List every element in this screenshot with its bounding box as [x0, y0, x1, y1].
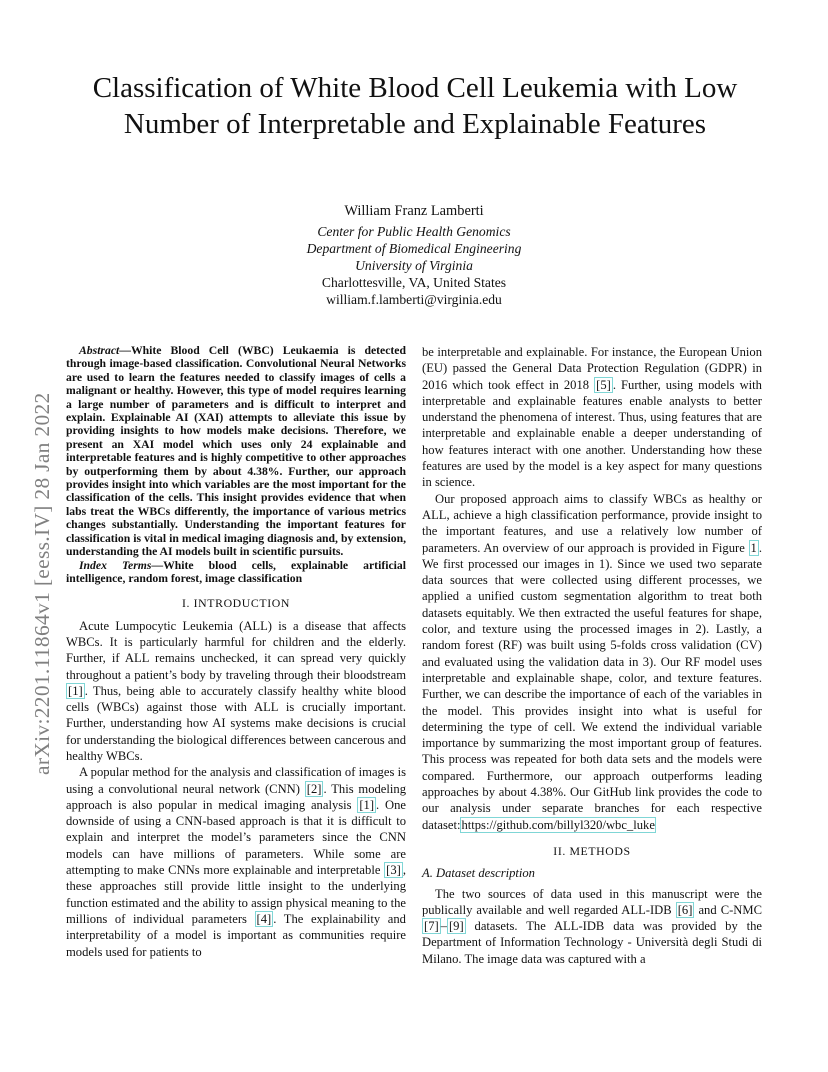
intro-paragraph-4 — [422, 491, 762, 833]
text-run: Our proposed approach aims to classify WBCs as healthy or ALL, achieve a high classification performance, provide insight to the important features, and use a relatively low number of parameters. An overview of our approach is provided in Figure — [422, 491, 762, 555]
intro-paragraph-1 — [66, 618, 406, 765]
intro-heading: I. INTRODUCTION — [182, 596, 290, 611]
text-run: . The explainability and interpretability of a model is important as communities require models used for patients to — [66, 911, 406, 959]
text-run: datasets. The ALL-IDB data was provided by the Department of Information Technology - Università degli Studi di Milano. The image data was captured with a — [422, 919, 762, 966]
affiliation-university: University of Virginia — [355, 258, 473, 273]
citation-link[interactable]: [6] — [677, 902, 693, 917]
author-email: william.f.lamberti@virginia.edu — [326, 292, 502, 307]
left-column — [66, 344, 406, 960]
intro-paragraph-2 — [66, 764, 406, 960]
index-terms — [66, 559, 406, 586]
text-run: – — [440, 919, 447, 934]
right-column — [422, 344, 762, 967]
citation-link[interactable]: [1] — [68, 683, 83, 698]
paper-title: Classification of White Blood Cell Leukemia with Low Number of Interpretable and Explainable Features — [92, 72, 738, 140]
citation-link[interactable]: [4] — [256, 911, 272, 926]
author-location: Charlottesville, VA, United States — [321, 275, 507, 290]
text-run: A popular method for the analysis and classification of images is using a convolutional neural network (CNN) — [66, 765, 406, 796]
text-run: . One downside of using a CNN-based approach is that it is difficult to explain and interpret the model’s parameters since the CNN models can have millions of parameters. While some are attempting to make CNNs more explainable and interpretable — [66, 797, 406, 878]
text-run: The two sources of data used in this manuscript were the publically available and well regarded ALL-IDB — [422, 886, 762, 917]
dataset-paragraph — [422, 886, 762, 967]
text-run: and C-NMC — [694, 902, 762, 917]
text-run: , these approaches still provide little insight to the underlying function estimated and the ability to assign physical meaning to the millions of individual parameters — [66, 863, 406, 926]
affiliation-department: Department of Biomedical Engineering — [306, 241, 522, 256]
abstract-text: —White Blood Cell (WBC) Leukaemia is detected through image-based classification. Convolutional Neural Networks are used to learn the features needed to classify images of cells a malignant or healthy. However, this type of model requires learning a large number of parameters and is difficult to interpret and explain. Explainable AI (XAI) attempts to alleviate this issue by providing insights to how models make decisions. Therefore, we present an XAI model which uses only 24 explainable and interpretable features and is highly competitive to other approaches by outperforming them by about 4.38%. Further, our approach provides insight into which variables are the most important for the classification of the cells. This insight provides evidence that when labs treat the WBCs differently, the importance of various metrics changes substantially. Understanding the important features for classification is vital in medical imaging diagnosis and, by extension, understanding the AI models built in scientific pursuits. — [66, 344, 406, 559]
index-terms-text: —White blood cells, explainable artificial intelligence, random forest, image classification — [66, 558, 406, 585]
citation-link[interactable]: [3] — [386, 863, 401, 878]
author-block — [0, 203, 828, 308]
citation-link[interactable]: [5] — [596, 377, 611, 392]
methods-heading: II. METHODS — [553, 843, 631, 858]
abstract — [66, 344, 406, 559]
citation-link[interactable]: [9] — [448, 919, 464, 934]
abstract-label: Abstract — [79, 344, 120, 357]
text-run: . Thus, being able to accurately classify healthy white blood cells (WBCs) against those with ALL is crucially important. Further, understanding how AI systems make decisions is crucial for understanding the biological differences between cancerous and healthy WBCs. — [66, 683, 407, 763]
text-run: Acute Lumpocytic Leukemia (ALL) is a disease that affects WBCs. It is particularly harmful for children and the elderly. Further, if ALL remains unchecked, it can spread very quickly throughout a patient’s body by traveling through their bloodstream — [66, 618, 406, 682]
text-run: . We first processed our images in 1). Since we used two separate data sources that were collected using different processes, we applied a unified custom segmentation algorithm to treat both datasets equitably. We then extracted the useful features for shape, color, and texture using the processed images in 2). Lastly, a random forest (RF) was built using 5-folds cross validation (CV) and evaluated using the validation data in 3). Our RF model uses interpretable and explainable shape, color, and texture features. Further, we can describe the importance of each of the variables in the model. This provides insight into what is useful for determining the type of cell. We extend the individual variable importance by summarizing the most important group of features. This process was repeated for both data sets and the models were compared. Furthermore, our approach outperforms leading approaches by about 4.38%. Our GitHub link provides the code to our analysis under separate branches for each respective dataset: — [422, 540, 762, 832]
arxiv-identifier: arXiv:2201.11864v1 [eess.IV] 28 Jan 2022 — [30, 392, 54, 775]
citation-link[interactable]: [7] — [424, 919, 439, 934]
text-run: . Further, using models with interpretable and explainable features enable analysts to better understand the phenomena of interest. Thus, using features that are interpretable and explainable enable a deeper understanding of how features interact with one another. Understanding how these features are used by the model is a key aspect for many questions in science. — [422, 377, 762, 490]
figure-link[interactable]: 1 — [750, 540, 757, 555]
github-link[interactable]: https://github.com/billyl320/wbc_luke — [461, 817, 655, 832]
citation-link[interactable]: [2] — [306, 781, 322, 796]
citation-link[interactable]: [1] — [359, 797, 375, 812]
author-name: William Franz Lamberti — [344, 203, 484, 219]
text-run: be interpretable and explainable. For instance, the European Union (EU) passed the General Data Protection Regulation (GDPR) in 2016 which took effect in 2018 — [422, 345, 762, 392]
intro-paragraph-3 — [422, 344, 762, 491]
affiliation-center: Center for Public Health Genomics — [317, 224, 511, 239]
text-run: . This modeling approach is also popular in medical imaging analysis — [66, 781, 406, 812]
index-terms-label: Index Terms — [79, 558, 152, 572]
dataset-subheading: A. Dataset description — [422, 866, 535, 881]
